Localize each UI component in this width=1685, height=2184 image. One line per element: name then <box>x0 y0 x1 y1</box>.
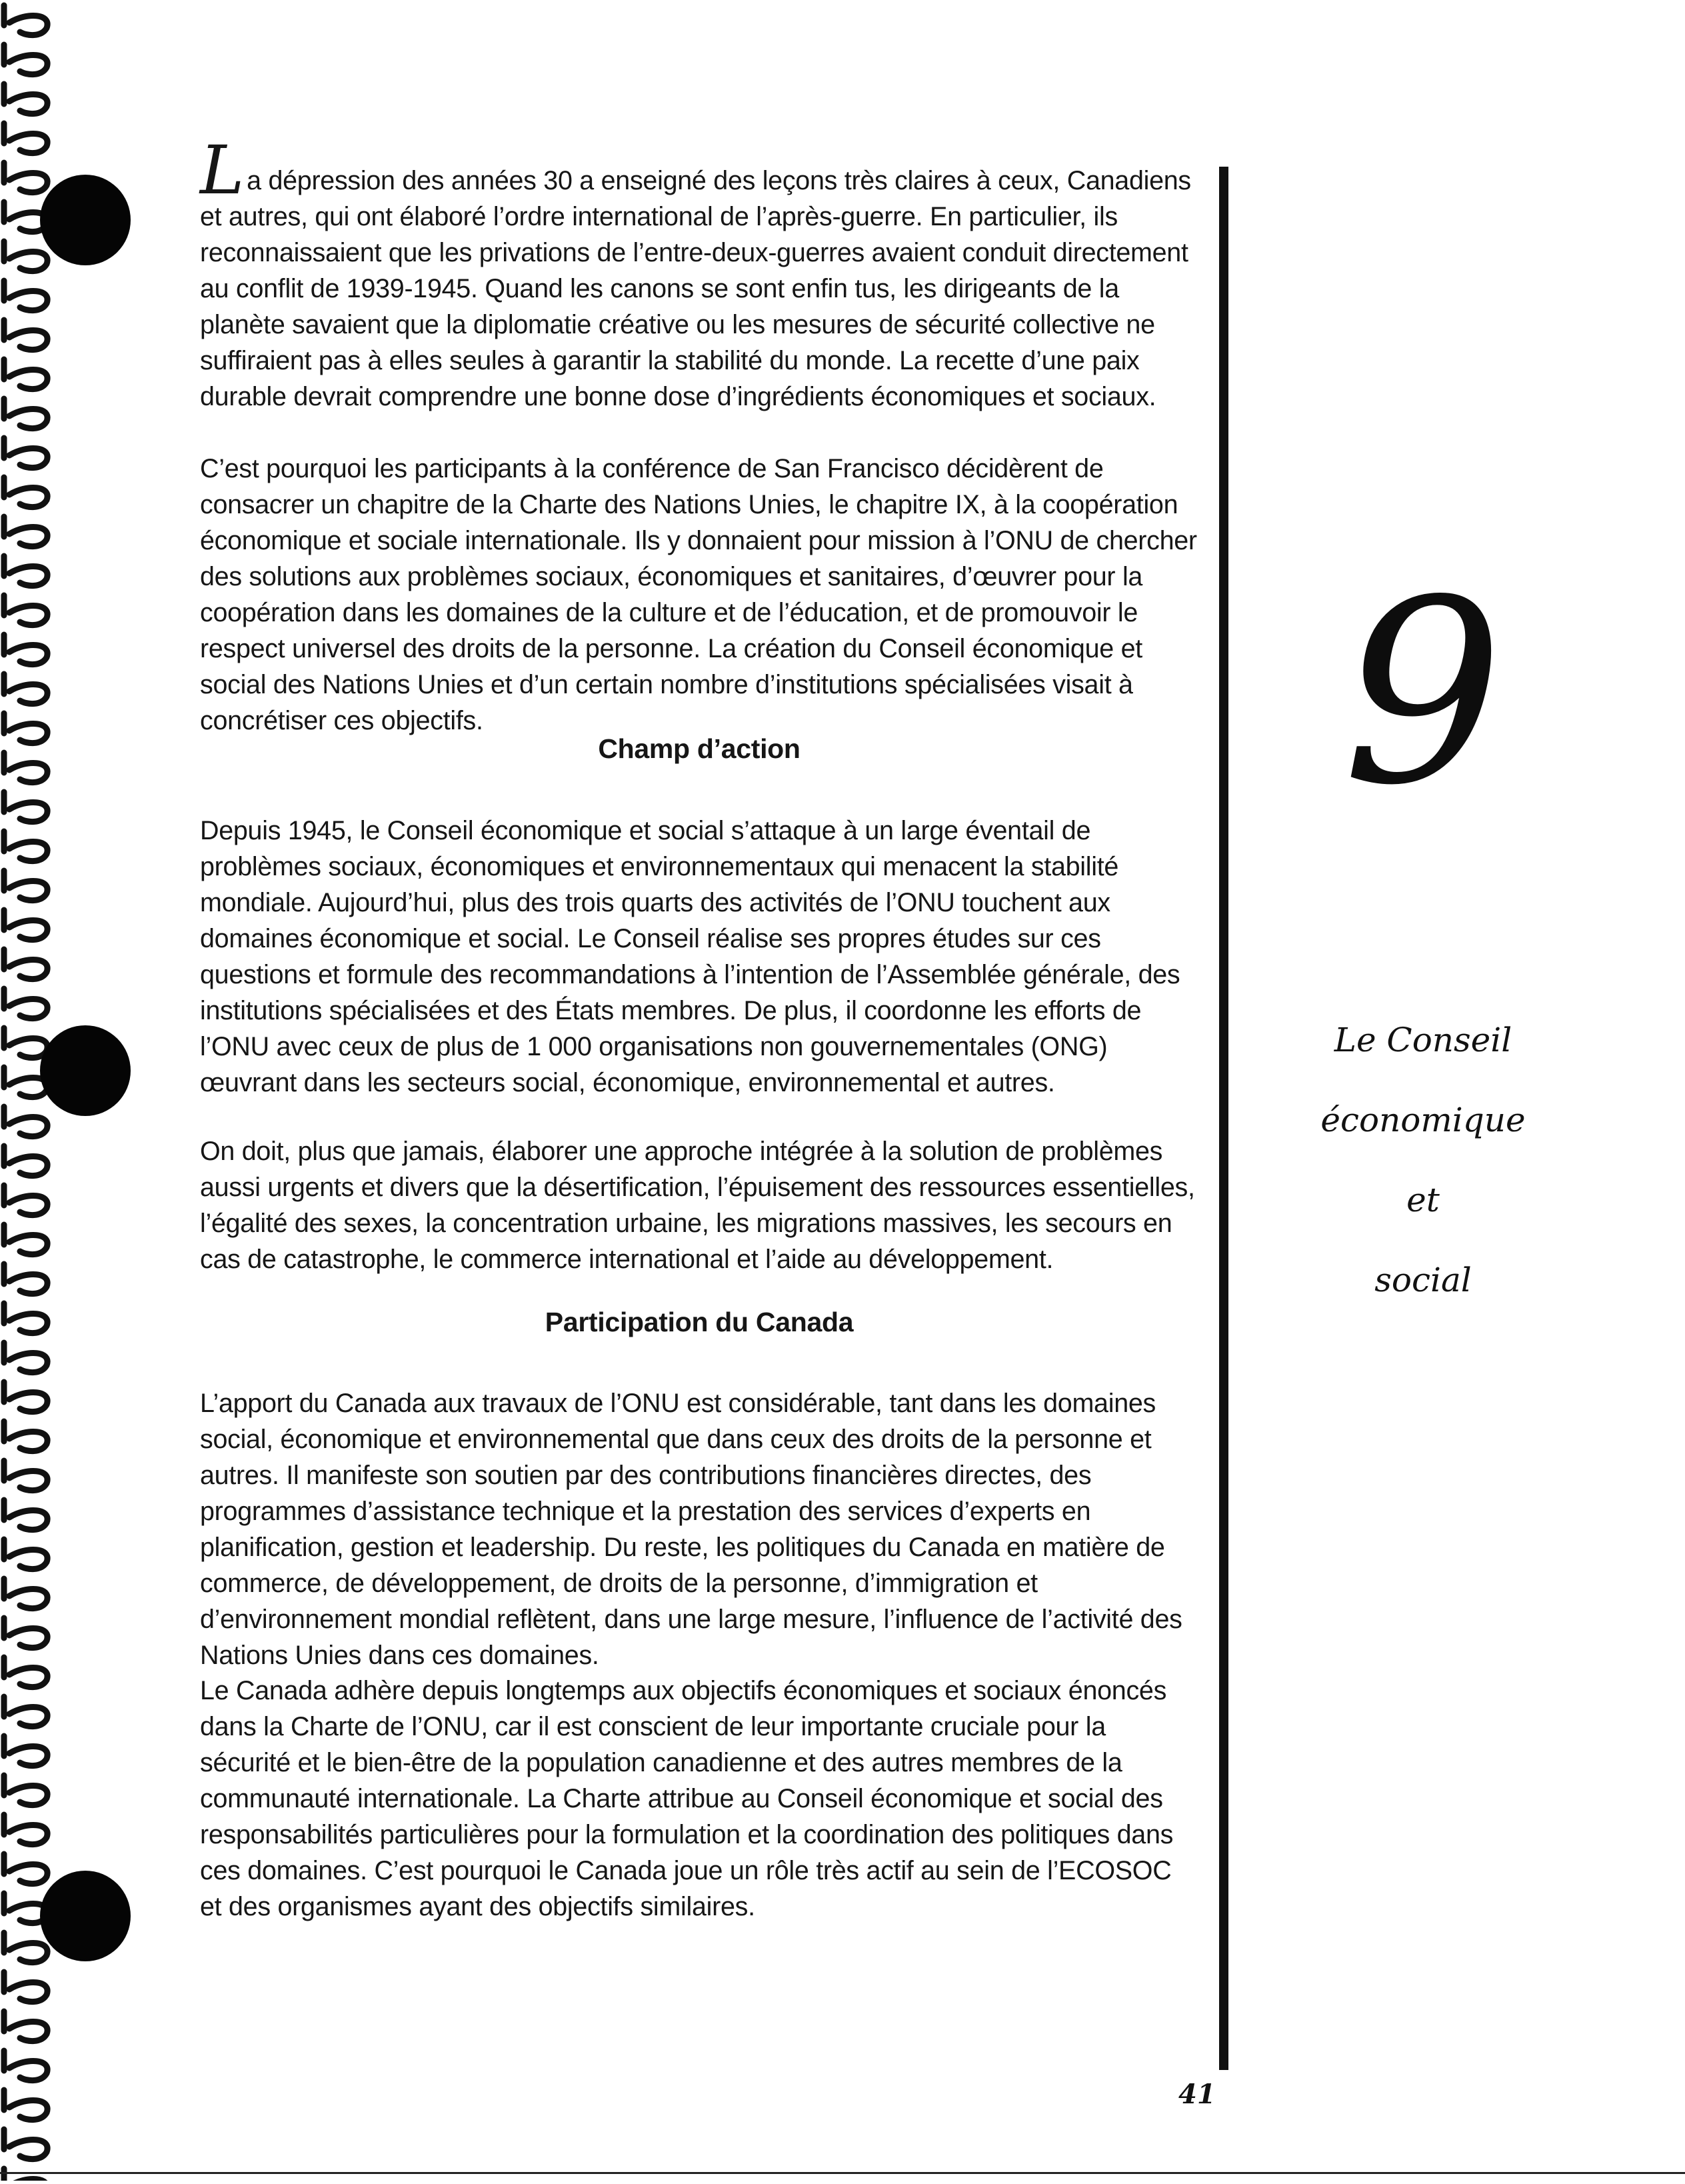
spiral-coil-loop <box>4 674 47 704</box>
spiral-coil-loop <box>4 1933 47 1963</box>
spiral-coil-loop <box>4 1736 47 1766</box>
spiral-coil-loop <box>4 556 47 586</box>
spiral-coil-loop <box>4 359 47 389</box>
spiral-coil-loop <box>4 1107 47 1137</box>
spiral-coil-loop <box>4 477 47 507</box>
spiral-coil-loop <box>4 1461 47 1491</box>
spiral-coil-loop <box>4 320 47 350</box>
spiral-coil-loop <box>4 635 47 665</box>
spiral-coil-loop <box>4 2090 47 2120</box>
spiral-coil-loop <box>4 1185 47 1215</box>
chapter-title <box>1266 1000 1580 1320</box>
spiral-coil-loop <box>4 1028 47 1058</box>
spiral-coil-loop <box>4 281 47 311</box>
vertical-rule <box>1219 167 1228 2070</box>
page-number: 41 <box>1178 2079 1216 2110</box>
spiral-coil-loop <box>4 792 47 822</box>
spiral-coil-loop <box>4 1146 47 1176</box>
spiral-coil-loop <box>4 1539 47 1569</box>
paragraph-depuis-1945: Depuis 1945, le Conseil économique et social s’attaque à un large éventail de problèmes sociaux, économiques et environnementaux qui menacent la stabilité mondiale. Aujourd’hui, plus des trois quarts des activités de l’ONU touchent aux domaines économique et social. Le Conseil réalise ses propres études sur ces questions et formule des recommandations à l’intention de l’Assemblée générale, des institutions spécialisées et des États membres. De plus, il coordonne les efforts de l’ONU avec ceux de plus de 1 000 organisations non gouvernementales (ONG) œuvrant dans les secteurs social, économique, environnemental et autres. <box>200 816 1180 1097</box>
paragraph-charter: C’est pourquoi les participants à la conférence de San Francisco décidèrent de consacrer un chapitre de la Charte des Nations Unies, le chapitre IX, à la coopération économique et sociale internationale. Ils y donnaient pour mission à l’ONU de chercher des solutions aux problèmes sociaux, économiques et sanitaires, d’œuvrer pour la coopération dans les domaines de la culture et de l’éducation, et de promouvoir le respect universel des droits de la personne. La création du Conseil économique et social des Nations Unies et d’un certain nombre d’institutions spécialisées visait à concrétiser ces objectifs. <box>200 454 1197 735</box>
punch-hole <box>40 1871 131 1961</box>
spiral-coil-loop <box>4 241 47 271</box>
spiral-coil-loop <box>4 1657 47 1687</box>
spiral-coil-loop <box>4 399 47 429</box>
intro-paragraph-text: a dépression des années 30 a enseigné des leçons très claires à ceux, Canadiens et autres, qui ont élaboré l’ordre international de l’après-guerre. En particulier, ils reconnaissaient que les privations de l’entre-deux-guerres avaient conduit directement au conflit de 1939-1945. Quand les canons se sont enfin tus, les dirigeants de la planète savaient que la diplomatie créative ou les mesures de sécurité collective ne suffiraient pas à elles seules à garantir la stabilité du monde. La recette d’une paix durable devrait comprendre une bonne dose d’ingrédients économiques et sociaux. <box>200 166 1191 411</box>
chapter-number: 9 <box>1342 545 1504 841</box>
spiral-coil-loop <box>4 1618 47 1648</box>
spiral-coil-loop <box>4 2169 47 2181</box>
spiral-coil-loop <box>4 1343 47 1373</box>
spiral-coil-loop <box>4 2011 47 2041</box>
spiral-coil-loop <box>4 1854 47 1884</box>
paragraph-apport-canada: L’apport du Canada aux travaux de l’ONU est considérable, tant dans les domaines social, économique et environnemental que dans ceux des droits de la personne et autres. Il manifeste son soutien par des contributions financières directes, des programmes d’assistance technique et la prestation des services d’experts en planification, gestion et leadership. Du reste, les politiques du Canada en matière de commerce, de développement, de droits de la personne, d’immigration et d’environnement mondial reflètent, dans une large mesure, l’influence de l’activité des Nations Unies dans ces domaines. <box>200 1389 1182 1670</box>
spiral-coil-loop <box>4 1775 47 1805</box>
spiral-coil-loop <box>4 989 47 1019</box>
punch-hole <box>40 175 131 265</box>
spiral-coil-loop <box>4 123 47 153</box>
spiral-coil-loop <box>4 1382 47 1412</box>
paragraph-canada-adhere: Le Canada adhère depuis longtemps aux objectifs économiques et sociaux énoncés dans la Charte de l’ONU, car il est conscient de leur importante cruciale pour la sécurité et le bien-être de la population canadienne et des autres membres de la communauté internationale. La Charte attribue au Conseil économique et social des responsabilités particulières pour la formulation et la coordination des politiques dans ces domaines. C’est pourquoi le Canada joue un rôle très actif au sein de l’ECOSOC et des organismes ayant des objectifs similaires. <box>200 1676 1174 1921</box>
chapter-title-line: social <box>1374 1261 1472 1299</box>
section-heading-participation: Participation du Canada <box>545 1307 854 1337</box>
spiral-coil-loop <box>4 595 47 625</box>
spiral-coil-loop <box>4 1697 47 1727</box>
spiral-coil-loop <box>4 45 47 75</box>
punch-hole <box>40 1025 131 1116</box>
paragraph-approche-integree: On doit, plus que jamais, élaborer une approche intégrée à la solution de problèmes aussi urgents et divers que la désertification, l’épuisement des ressources essentielles, l’égalité des sexes, la concentration urbaine, les migrations massives, les secours en cas de catastrophe, le commerce international et l’aide au développement. <box>200 1137 1195 1274</box>
spiral-coil-loop <box>4 1579 47 1609</box>
spiral-coil-loop <box>4 1421 47 1451</box>
spiral-coil-loop <box>4 910 47 940</box>
spiral-coil-loop <box>4 871 47 901</box>
spiral-coil-loop <box>4 517 47 547</box>
intro-paragraph <box>200 131 1198 415</box>
chapter-title-line: économique <box>1320 1101 1526 1139</box>
spiral-coil-loop <box>4 713 47 743</box>
spiral-coil-loop <box>4 1815 47 1845</box>
spiral-coil-loop <box>4 1500 47 1530</box>
spiral-coil-loop <box>4 1972 47 2002</box>
bottom-edge-line <box>0 2172 1685 2174</box>
spiral-coil-loop <box>4 949 47 979</box>
spiral-coil-loop <box>4 753 47 783</box>
drop-cap: L <box>200 131 245 209</box>
spiral-coil-loop <box>4 831 47 861</box>
spiral-coil-loop <box>4 163 47 193</box>
chapter-title-line: Le Conseil <box>1334 1021 1512 1059</box>
spiral-coil-loop <box>4 1264 47 1294</box>
spiral-coil-loop <box>4 84 47 114</box>
spiral-coil-loop <box>4 2129 47 2159</box>
section-heading-champ-action: Champ d’action <box>598 733 801 764</box>
spiral-coil-loop <box>4 438 47 468</box>
spiral-coil-loop <box>4 1303 47 1333</box>
chapter-title-line: et <box>1406 1181 1440 1219</box>
spiral-coil-loop <box>4 2051 47 2081</box>
spiral-coil-loop <box>4 1225 47 1255</box>
spiral-coil-loop <box>4 5 47 35</box>
